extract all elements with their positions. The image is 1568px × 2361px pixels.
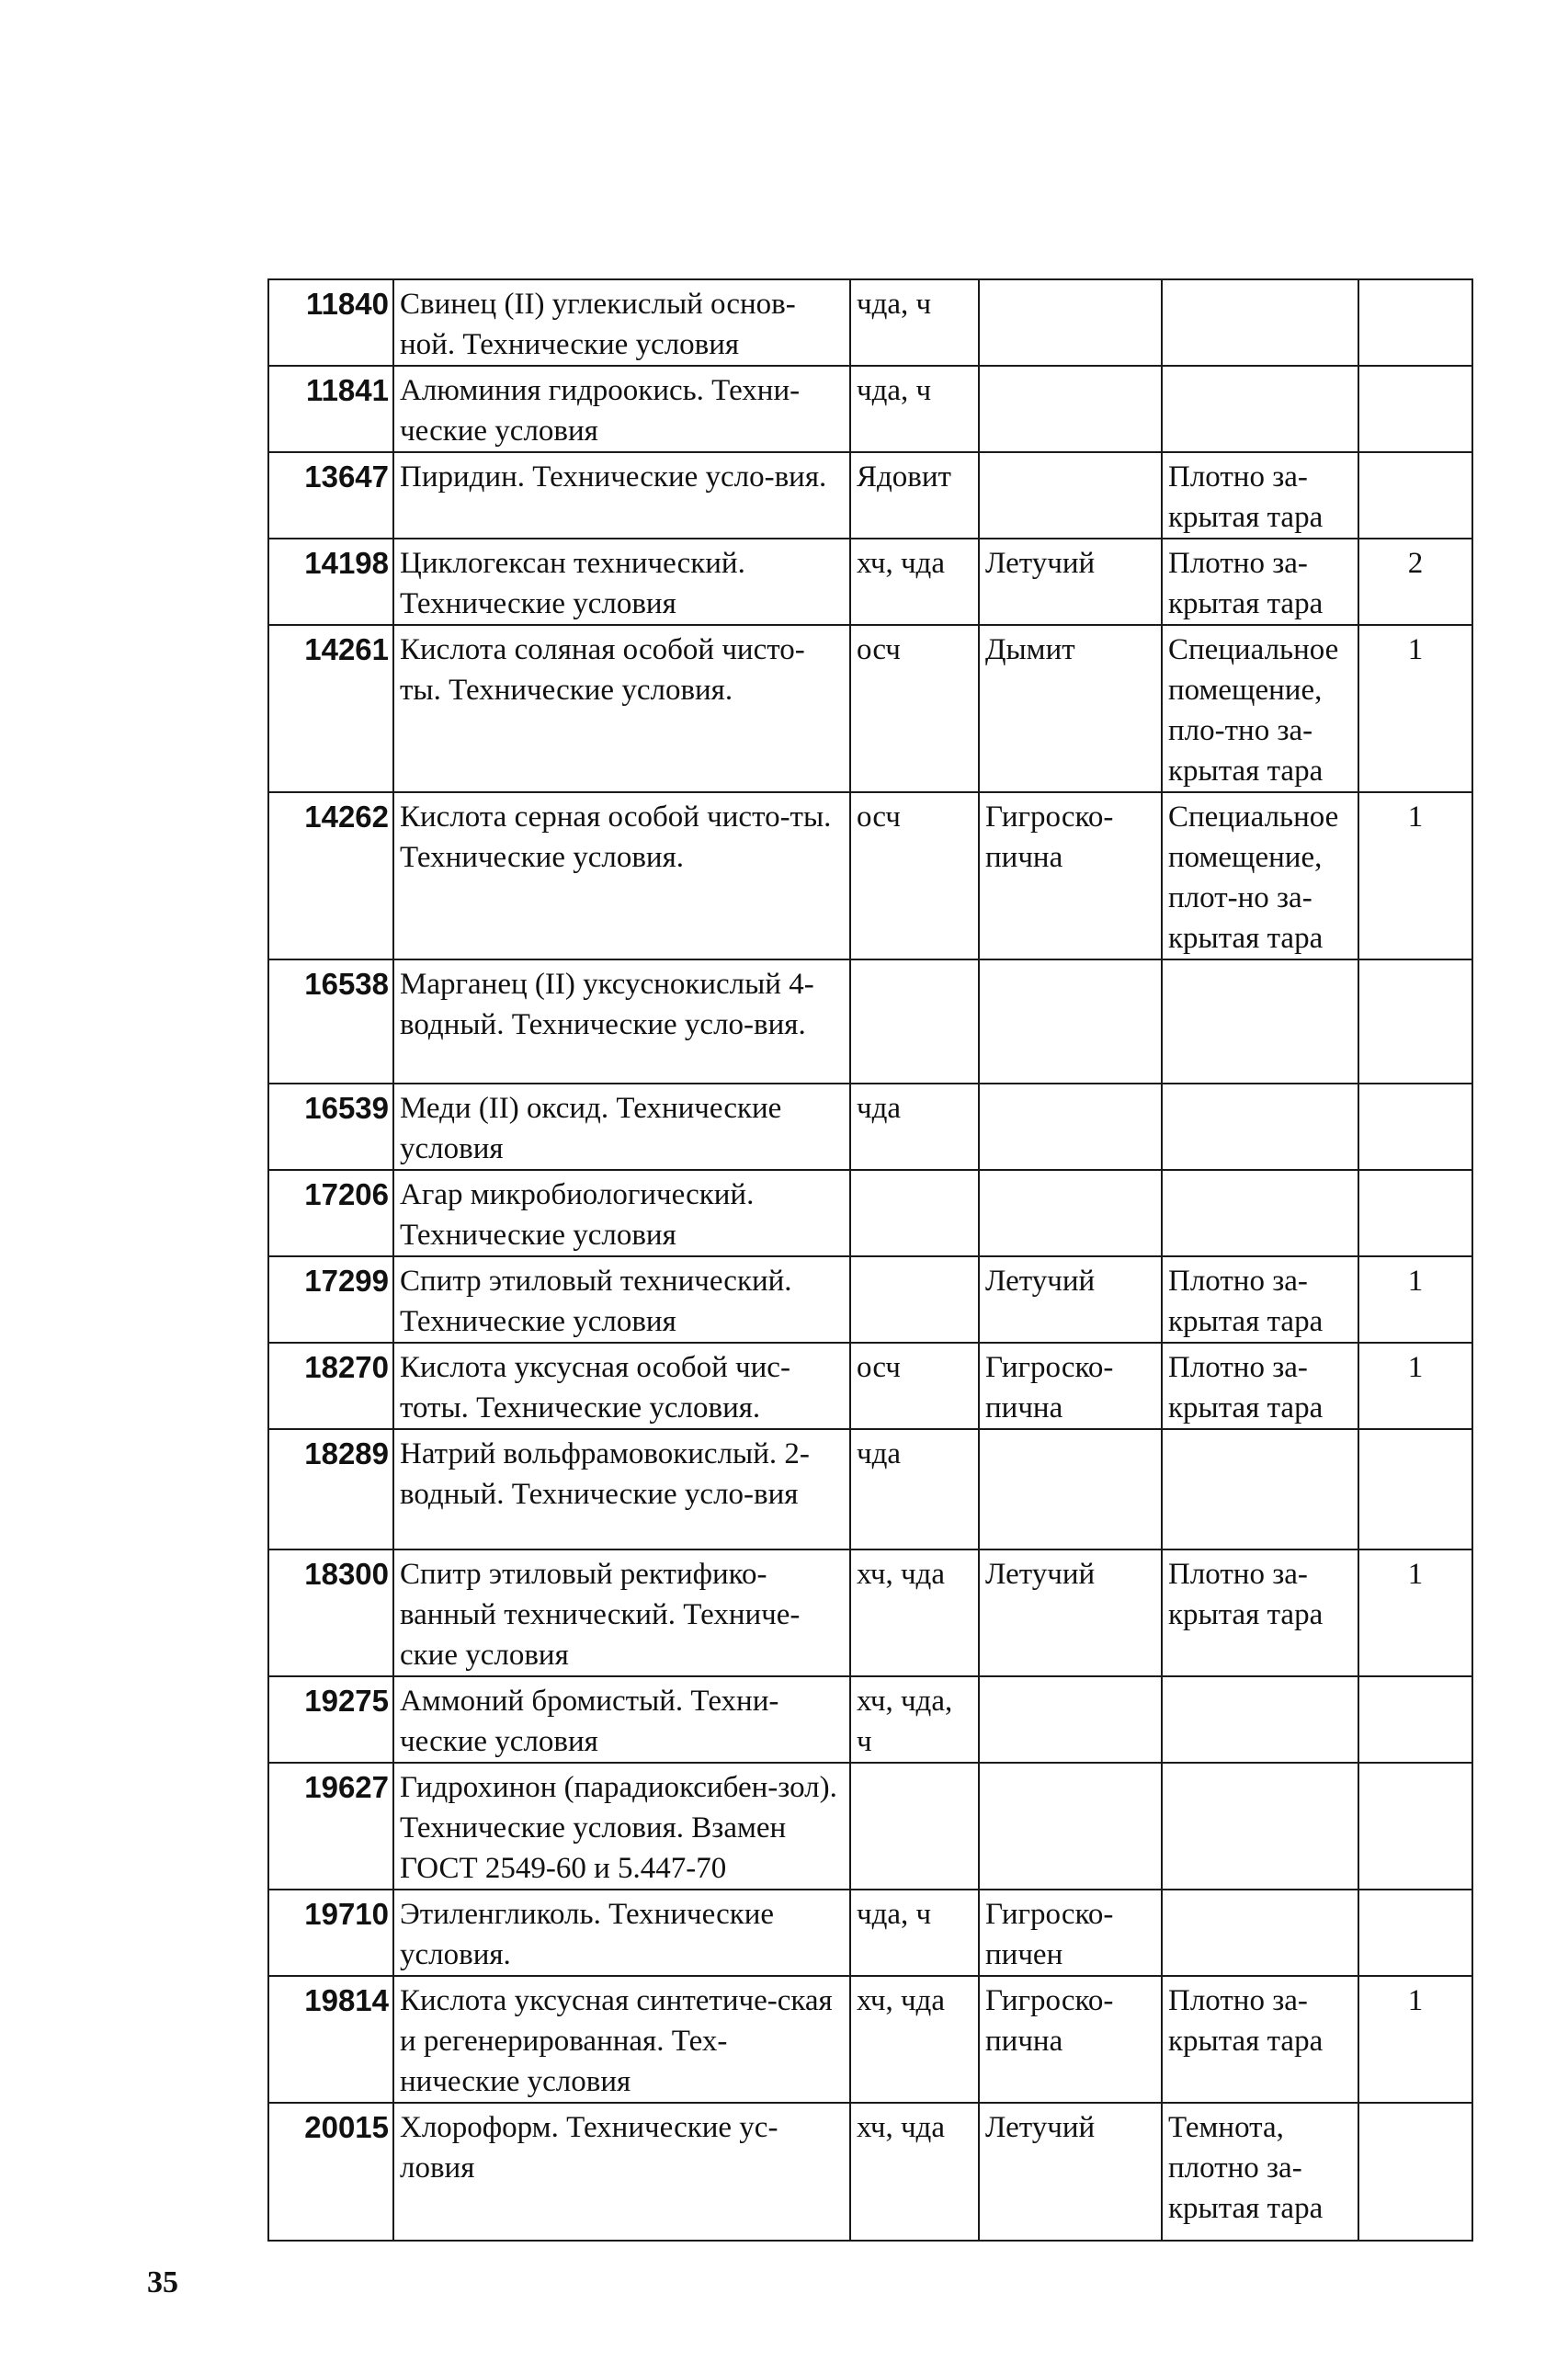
table-row: [268, 1976, 1472, 2103]
standard-name-cell: Спитр этиловый ректифико-ванный технический. Техниче-ские условия: [393, 1549, 850, 1676]
storage-conditions-cell: [1162, 1890, 1358, 1976]
purity-grade-cell: осч: [850, 625, 979, 792]
purity-grade-cell: хч, чда: [850, 1549, 979, 1676]
table-row: [268, 1676, 1472, 1763]
gost-number-cell: 19275: [268, 1676, 393, 1763]
purity-grade-cell: чда: [850, 1429, 979, 1549]
table-row: [268, 279, 1472, 366]
table-row: [268, 1890, 1472, 1976]
standard-name-cell: Агар микробиологический. Технические условия: [393, 1170, 850, 1256]
gost-number-cell: 19710: [268, 1890, 393, 1976]
gost-number-cell: 19627: [268, 1763, 393, 1890]
property-cell: [979, 1763, 1162, 1890]
storage-conditions-cell: [1162, 1429, 1358, 1549]
gost-number-cell: 17206: [268, 1170, 393, 1256]
purity-grade-cell: [850, 959, 979, 1084]
storage-conditions-cell: [1162, 1084, 1358, 1170]
standard-name-cell: Циклогексан технический. Технические условия: [393, 539, 850, 625]
purity-grade-cell: [850, 1763, 979, 1890]
gost-number-cell: 16538: [268, 959, 393, 1084]
standard-name-cell: Кислота серная особой чисто-ты. Технические условия.: [393, 792, 850, 959]
storage-group-cell: [1358, 279, 1472, 366]
standard-name-cell: Аммоний бромистый. Техни-ческие условия: [393, 1676, 850, 1763]
storage-group-cell: [1358, 1429, 1472, 1549]
property-cell: Гигроско-пична: [979, 1343, 1162, 1429]
storage-group-cell: [1358, 452, 1472, 539]
purity-grade-cell: хч, чда: [850, 2103, 979, 2241]
storage-conditions-cell: Плотно за-крытая тара: [1162, 452, 1358, 539]
gost-table: [267, 278, 1473, 2242]
gost-number-cell: 14198: [268, 539, 393, 625]
standard-name-cell: Пиридин. Технические усло-вия.: [393, 452, 850, 539]
storage-conditions-cell: Плотно за-крытая тара: [1162, 1549, 1358, 1676]
standard-name-cell: Свинец (II) углекислый основ-ной. Технические условия: [393, 279, 850, 366]
property-cell: [979, 1429, 1162, 1549]
standard-name-cell: Гидрохинон (парадиоксибен-зол). Технические условия. Взамен ГОСТ 2549-60 и 5.447-70: [393, 1763, 850, 1890]
storage-group-cell: [1358, 1890, 1472, 1976]
storage-group-cell: [1358, 2103, 1472, 2241]
standard-name-cell: Кислота соляная особой чисто-ты. Технические условия.: [393, 625, 850, 792]
storage-group-cell: [1358, 1084, 1472, 1170]
gost-number-cell: 18300: [268, 1549, 393, 1676]
purity-grade-cell: хч, чда: [850, 1976, 979, 2103]
table-row: [268, 959, 1472, 1084]
purity-grade-cell: хч, чда, ч: [850, 1676, 979, 1763]
table-row: [268, 366, 1472, 452]
standard-name-cell: Кислота уксусная синтетиче-ская и регенерированная. Тех-нические условия: [393, 1976, 850, 2103]
storage-conditions-cell: Плотно за-крытая тара: [1162, 1976, 1358, 2103]
storage-conditions-cell: Специальное помещение, плот-но за-крытая тара: [1162, 792, 1358, 959]
storage-group-cell: 1: [1358, 625, 1472, 792]
property-cell: [979, 279, 1162, 366]
property-cell: [979, 1676, 1162, 1763]
standard-name-cell: Кислота уксусная особой чис-тоты. Технические условия.: [393, 1343, 850, 1429]
gost-number-cell: 19814: [268, 1976, 393, 2103]
storage-group-cell: [1358, 1676, 1472, 1763]
table-body: [268, 279, 1472, 2241]
gost-number-cell: 11841: [268, 366, 393, 452]
gost-number-cell: 16539: [268, 1084, 393, 1170]
table-row: [268, 1343, 1472, 1429]
gost-number-cell: 14262: [268, 792, 393, 959]
storage-group-cell: 1: [1358, 1256, 1472, 1343]
standard-name-cell: Хлороформ. Технические ус-ловия: [393, 2103, 850, 2241]
purity-grade-cell: [850, 1170, 979, 1256]
page-number: 35: [147, 2265, 178, 2299]
property-cell: Летучий: [979, 1256, 1162, 1343]
storage-group-cell: [1358, 959, 1472, 1084]
storage-conditions-cell: Плотно за-крытая тара: [1162, 539, 1358, 625]
purity-grade-cell: Ядовит: [850, 452, 979, 539]
storage-group-cell: [1358, 366, 1472, 452]
property-cell: Летучий: [979, 1549, 1162, 1676]
storage-group-cell: 1: [1358, 1549, 1472, 1676]
table-row: [268, 1084, 1472, 1170]
storage-conditions-cell: Темнота, плотно за-крытая тара: [1162, 2103, 1358, 2241]
table-row: [268, 2103, 1472, 2241]
purity-grade-cell: осч: [850, 792, 979, 959]
standard-name-cell: Этиленгликоль. Технические условия.: [393, 1890, 850, 1976]
standard-name-cell: Марганец (II) уксуснокислый 4-водный. Технические усло-вия.: [393, 959, 850, 1084]
gost-number-cell: 20015: [268, 2103, 393, 2241]
storage-conditions-cell: Специальное помещение, пло-тно за-крытая тара: [1162, 625, 1358, 792]
gost-number-cell: 14261: [268, 625, 393, 792]
property-cell: Летучий: [979, 539, 1162, 625]
gost-number-cell: 13647: [268, 452, 393, 539]
storage-conditions-cell: [1162, 279, 1358, 366]
property-cell: [979, 366, 1162, 452]
purity-grade-cell: [850, 1256, 979, 1343]
property-cell: [979, 959, 1162, 1084]
gost-number-cell: 18289: [268, 1429, 393, 1549]
storage-conditions-cell: [1162, 1170, 1358, 1256]
purity-grade-cell: чда: [850, 1084, 979, 1170]
standard-name-cell: Натрий вольфрамовокислый. 2-водный. Технические усло-вия: [393, 1429, 850, 1549]
purity-grade-cell: чда, ч: [850, 366, 979, 452]
property-cell: Гигроско-пична: [979, 1976, 1162, 2103]
property-cell: [979, 1084, 1162, 1170]
purity-grade-cell: чда, ч: [850, 279, 979, 366]
table-row: [268, 539, 1472, 625]
storage-conditions-cell: Плотно за-крытая тара: [1162, 1343, 1358, 1429]
standard-name-cell: Спитр этиловый технический. Технические условия: [393, 1256, 850, 1343]
table-row: [268, 1170, 1472, 1256]
storage-group-cell: [1358, 1763, 1472, 1890]
table-row: [268, 625, 1472, 792]
storage-conditions-cell: [1162, 959, 1358, 1084]
property-cell: Гигроско-пична: [979, 792, 1162, 959]
property-cell: Летучий: [979, 2103, 1162, 2241]
storage-conditions-cell: [1162, 1763, 1358, 1890]
storage-group-cell: 1: [1358, 1976, 1472, 2103]
gost-number-cell: 18270: [268, 1343, 393, 1429]
table-row: [268, 792, 1472, 959]
property-cell: [979, 452, 1162, 539]
storage-conditions-cell: Плотно за-крытая тара: [1162, 1256, 1358, 1343]
table-row: [268, 1429, 1472, 1549]
gost-number-cell: 11840: [268, 279, 393, 366]
storage-group-cell: 1: [1358, 1343, 1472, 1429]
table-row: [268, 1549, 1472, 1676]
storage-conditions-cell: [1162, 1676, 1358, 1763]
purity-grade-cell: хч, чда: [850, 539, 979, 625]
property-cell: Дымит: [979, 625, 1162, 792]
storage-group-cell: [1358, 1170, 1472, 1256]
gost-number-cell: 17299: [268, 1256, 393, 1343]
property-cell: [979, 1170, 1162, 1256]
table-row: [268, 1763, 1472, 1890]
purity-grade-cell: осч: [850, 1343, 979, 1429]
standard-name-cell: Алюминия гидроокись. Техни-ческие условия: [393, 366, 850, 452]
purity-grade-cell: чда, ч: [850, 1890, 979, 1976]
standard-name-cell: Меди (II) оксид. Технические условия: [393, 1084, 850, 1170]
storage-group-cell: 2: [1358, 539, 1472, 625]
table-row: [268, 1256, 1472, 1343]
storage-group-cell: 1: [1358, 792, 1472, 959]
property-cell: Гигроско-пичен: [979, 1890, 1162, 1976]
table-row: [268, 452, 1472, 539]
storage-conditions-cell: [1162, 366, 1358, 452]
